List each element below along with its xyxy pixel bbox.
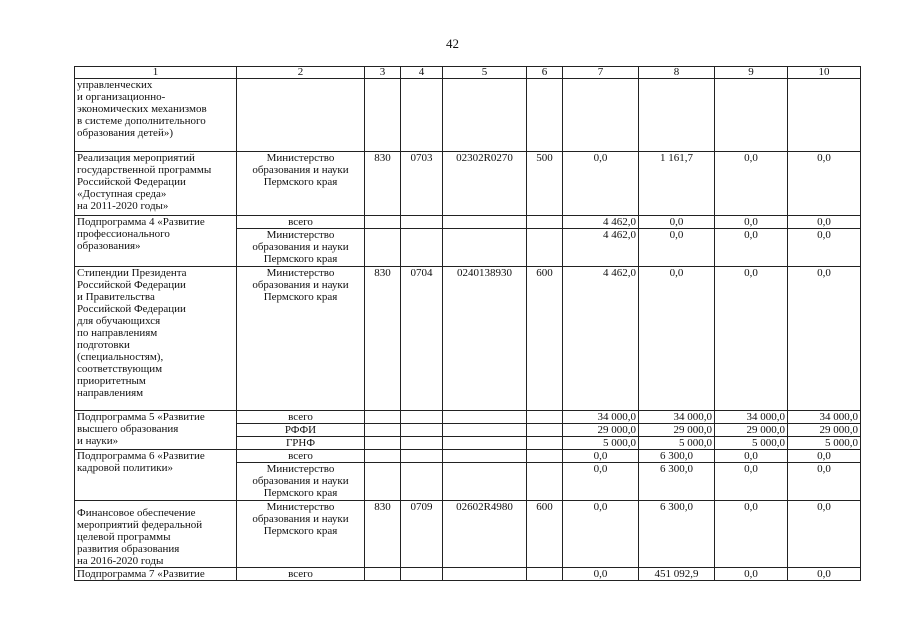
table-cell: 0,0 [715, 463, 788, 501]
table-row [75, 216, 861, 229]
table-cell [788, 79, 861, 152]
table-cell: 0,0 [788, 501, 861, 568]
table-cell: 0,0 [788, 463, 861, 501]
table-cell [401, 411, 443, 424]
table-cell [401, 568, 443, 581]
table-cell: 451 092,9 [639, 568, 715, 581]
table-row [75, 152, 861, 216]
table-cell [365, 424, 401, 437]
table-cell: 34 000,0 [563, 411, 639, 424]
table-cell: 0,0 [715, 568, 788, 581]
table-cell: 0,0 [715, 152, 788, 216]
table-cell: Министерство образования и науки Пермского края [237, 501, 365, 568]
column-number-6: 6 [527, 67, 563, 79]
table-cell: Стипендии Президента Российской Федерации и Правительства Российской Федерации для обучающихся по направлениям подготовки (специальностям), соответствующим приоритетным направлениям [75, 267, 237, 411]
table-cell [563, 79, 639, 152]
table-cell [527, 216, 563, 229]
table-cell: 29 000,0 [639, 424, 715, 437]
table-cell: 600 [527, 501, 563, 568]
table-row [75, 568, 861, 581]
table-cell: Подпрограмма 5 «Развитие высшего образования и науки» [75, 411, 237, 450]
table-cell: управленческих и организационно- экономических механизмов в системе дополнительного образования детей») [75, 79, 237, 152]
table-cell: всего [237, 568, 365, 581]
table-cell: Подпрограмма 7 «Развитие [75, 568, 237, 581]
table-cell [527, 229, 563, 267]
table-cell: 6 300,0 [639, 501, 715, 568]
table-cell: 0,0 [788, 450, 861, 463]
table-cell: Подпрограмма 6 «Развитие кадровой политики» [75, 450, 237, 501]
table-cell: 0,0 [715, 267, 788, 411]
table-cell: Министерство образования и науки Пермского края [237, 229, 365, 267]
table-cell [365, 411, 401, 424]
table-cell [443, 79, 527, 152]
table-cell [527, 568, 563, 581]
table-cell: 02302R0270 [443, 152, 527, 216]
table-cell: 830 [365, 152, 401, 216]
table-cell: 34 000,0 [788, 411, 861, 424]
table-cell: всего [237, 411, 365, 424]
table-cell: 29 000,0 [788, 424, 861, 437]
table-cell [527, 424, 563, 437]
table-cell: 0,0 [788, 267, 861, 411]
table-cell: 6 300,0 [639, 463, 715, 501]
table-cell: всего [237, 216, 365, 229]
table-cell: 830 [365, 267, 401, 411]
table-cell: 5 000,0 [563, 437, 639, 450]
header-row [75, 67, 861, 79]
table-row [75, 450, 861, 463]
column-number-4: 4 [401, 67, 443, 79]
table-cell: 6 300,0 [639, 450, 715, 463]
table-cell [237, 79, 365, 152]
table-cell: РФФИ [237, 424, 365, 437]
table-cell [401, 424, 443, 437]
table-cell [365, 216, 401, 229]
budget-table [74, 66, 861, 581]
table-cell: Министерство образования и науки Пермского края [237, 267, 365, 411]
table-row [75, 79, 861, 152]
table-cell: 0,0 [639, 229, 715, 267]
table-cell: Финансовое обеспечение мероприятий федеральной целевой программы развития образования на 2016-2020 годы [75, 501, 237, 568]
table-cell: 0,0 [788, 568, 861, 581]
table-row [75, 267, 861, 411]
table-cell: 0,0 [715, 229, 788, 267]
column-number-3: 3 [365, 67, 401, 79]
table-cell: 4 462,0 [563, 267, 639, 411]
table-cell [443, 411, 527, 424]
table-cell: 0703 [401, 152, 443, 216]
table-cell [401, 450, 443, 463]
table-cell [365, 437, 401, 450]
table-cell [365, 568, 401, 581]
table-cell: 0,0 [639, 267, 715, 411]
table-cell: 0,0 [715, 501, 788, 568]
table-cell: 0240138930 [443, 267, 527, 411]
table-cell: 0,0 [563, 463, 639, 501]
table-cell [527, 437, 563, 450]
table-cell: всего [237, 450, 365, 463]
table-cell: 29 000,0 [715, 424, 788, 437]
column-number-5: 5 [443, 67, 527, 79]
table-cell [443, 568, 527, 581]
table-cell [401, 79, 443, 152]
table-cell: 4 462,0 [563, 229, 639, 267]
table-cell: 02602R4980 [443, 501, 527, 568]
column-number-8: 8 [639, 67, 715, 79]
column-number-9: 9 [715, 67, 788, 79]
table-cell: 0,0 [715, 216, 788, 229]
table-cell [527, 411, 563, 424]
page-number: 42 [446, 36, 459, 51]
table-cell [401, 229, 443, 267]
table-cell: 34 000,0 [639, 411, 715, 424]
table-cell [401, 216, 443, 229]
table-cell [365, 229, 401, 267]
table-cell: 0709 [401, 501, 443, 568]
table-cell [365, 463, 401, 501]
table-cell [715, 79, 788, 152]
table-cell [639, 79, 715, 152]
table-cell: 830 [365, 501, 401, 568]
column-number-2: 2 [237, 67, 365, 79]
table-cell: 0,0 [563, 501, 639, 568]
column-number-7: 7 [563, 67, 639, 79]
table-cell: 34 000,0 [715, 411, 788, 424]
table-cell: 500 [527, 152, 563, 216]
table-cell [443, 216, 527, 229]
table-cell: 0,0 [563, 450, 639, 463]
table-cell [443, 463, 527, 501]
table-row [75, 501, 861, 568]
table-cell: Министерство образования и науки Пермского края [237, 152, 365, 216]
table-cell [527, 463, 563, 501]
table-cell: 0,0 [639, 216, 715, 229]
table-cell: ГРНФ [237, 437, 365, 450]
table-cell: 5 000,0 [639, 437, 715, 450]
table-cell: 0,0 [788, 152, 861, 216]
table-cell: 4 462,0 [563, 216, 639, 229]
table-cell: 29 000,0 [563, 424, 639, 437]
table-cell: 0,0 [715, 450, 788, 463]
table-cell: 600 [527, 267, 563, 411]
table-cell [443, 437, 527, 450]
table-cell: Подпрограмма 4 «Развитие профессионального образования» [75, 216, 237, 267]
table-cell: Реализация мероприятий государственной программы Российской Федерации «Доступная среда» на 2011-2020 годы» [75, 152, 237, 216]
table-cell [527, 450, 563, 463]
table-cell [365, 450, 401, 463]
table-cell [401, 437, 443, 450]
table-cell [527, 79, 563, 152]
table-cell [443, 424, 527, 437]
table-cell [443, 229, 527, 267]
table-row [75, 411, 861, 424]
table-cell: 5 000,0 [788, 437, 861, 450]
table-cell: 0,0 [788, 216, 861, 229]
column-number-10: 10 [788, 67, 861, 79]
table-cell [401, 463, 443, 501]
table-cell: 0,0 [563, 568, 639, 581]
table-cell: Министерство образования и науки Пермского края [237, 463, 365, 501]
table-cell: 0,0 [788, 229, 861, 267]
table-cell: 0,0 [563, 152, 639, 216]
table-cell: 1 161,7 [639, 152, 715, 216]
column-number-1: 1 [75, 67, 237, 79]
table-cell [365, 79, 401, 152]
table-cell [443, 450, 527, 463]
table-cell: 5 000,0 [715, 437, 788, 450]
table-cell: 0704 [401, 267, 443, 411]
